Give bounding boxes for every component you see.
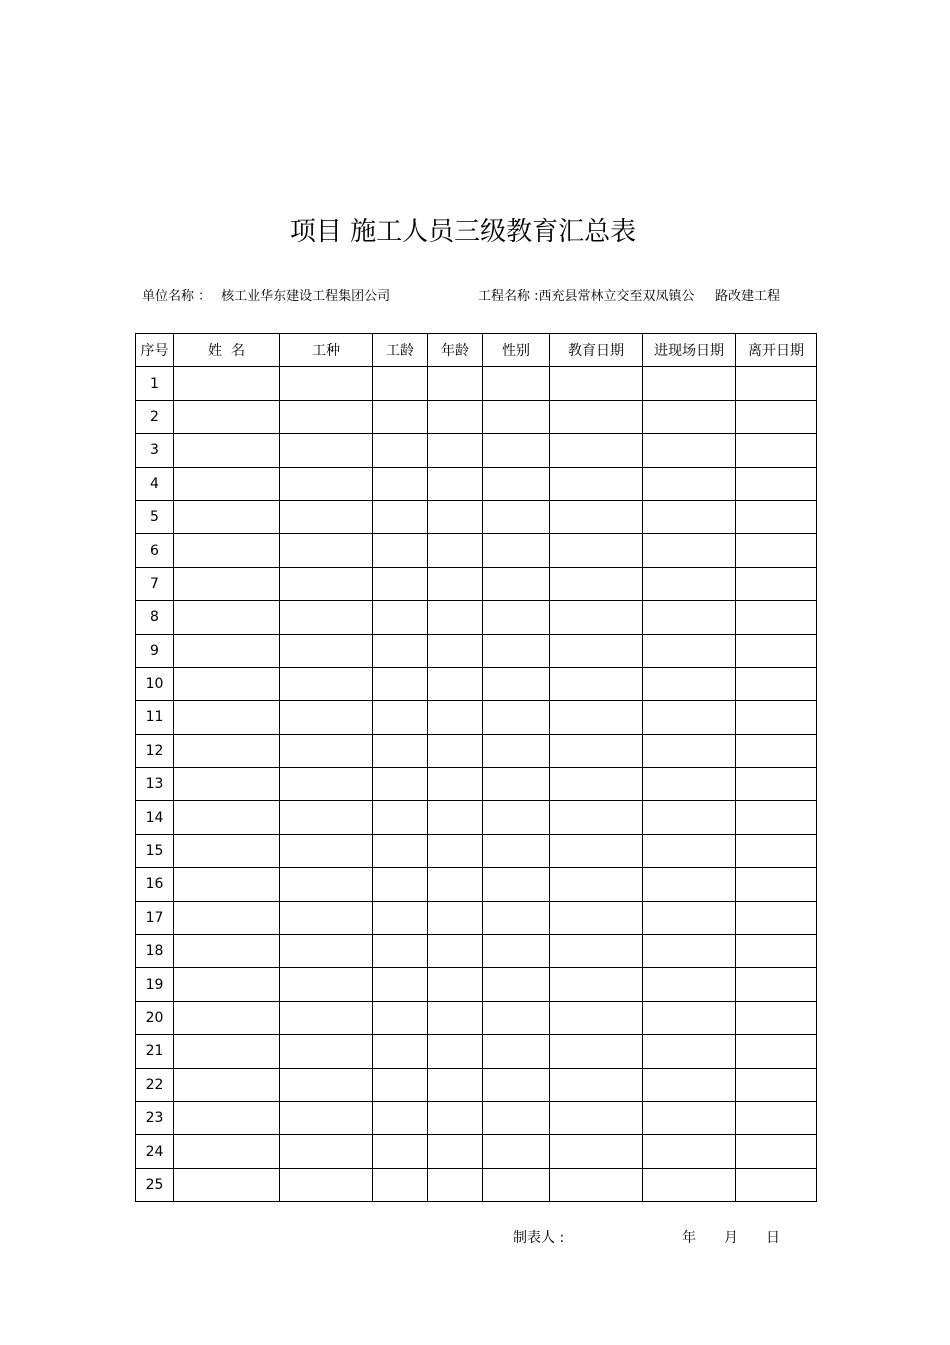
cell-age (428, 935, 483, 968)
cell-trade (280, 367, 373, 400)
cell-gender (483, 701, 550, 734)
cell-trade (280, 1168, 373, 1201)
cell-trade (280, 1101, 373, 1134)
cell-entry-date (643, 968, 736, 1001)
cell-work-years (373, 801, 428, 834)
row-index: 10 (136, 667, 174, 700)
cell-age (428, 968, 483, 1001)
cell-entry-date (643, 467, 736, 500)
cell-entry-date (643, 634, 736, 667)
row-index: 3 (136, 434, 174, 467)
cell-trade (280, 500, 373, 533)
cell-education-date (550, 1068, 643, 1101)
cell-trade (280, 801, 373, 834)
table-row (136, 834, 817, 867)
cell-leave-date (736, 434, 817, 467)
row-index: 5 (136, 500, 174, 533)
table-row (136, 868, 817, 901)
cell-leave-date (736, 901, 817, 934)
row-index: 12 (136, 734, 174, 767)
header-work-years: 工龄 (373, 334, 428, 367)
cell-name (174, 567, 280, 600)
cell-work-years (373, 534, 428, 567)
cell-work-years (373, 968, 428, 1001)
cell-education-date (550, 1135, 643, 1168)
cell-age (428, 1001, 483, 1034)
cell-entry-date (643, 500, 736, 533)
cell-trade (280, 901, 373, 934)
cell-work-years (373, 500, 428, 533)
table-row (136, 968, 817, 1001)
table-row (136, 601, 817, 634)
cell-trade (280, 534, 373, 567)
cell-education-date (550, 834, 643, 867)
cell-gender (483, 467, 550, 500)
cell-name (174, 667, 280, 700)
cell-work-years (373, 935, 428, 968)
cell-education-date (550, 1101, 643, 1134)
cell-leave-date (736, 534, 817, 567)
cell-entry-date (643, 701, 736, 734)
cell-age (428, 467, 483, 500)
table-row (136, 1101, 817, 1134)
row-index: 2 (136, 400, 174, 433)
cell-leave-date (736, 968, 817, 1001)
header-row (136, 334, 817, 367)
row-index: 6 (136, 534, 174, 567)
cell-trade (280, 601, 373, 634)
row-index: 11 (136, 701, 174, 734)
cell-gender (483, 634, 550, 667)
table-row (136, 901, 817, 934)
day-label: 日 (766, 1230, 780, 1246)
cell-gender (483, 1068, 550, 1101)
cell-name (174, 1135, 280, 1168)
table-row (136, 1035, 817, 1068)
cell-trade (280, 834, 373, 867)
row-index: 13 (136, 768, 174, 801)
cell-entry-date (643, 567, 736, 600)
cell-entry-date (643, 1135, 736, 1168)
cell-gender (483, 534, 550, 567)
row-index: 16 (136, 868, 174, 901)
cell-name (174, 1035, 280, 1068)
cell-leave-date (736, 367, 817, 400)
table-row (136, 1135, 817, 1168)
cell-age (428, 634, 483, 667)
cell-trade (280, 701, 373, 734)
project-label: 工程名称 : (478, 289, 539, 304)
table-row (136, 935, 817, 968)
cell-entry-date (643, 935, 736, 968)
cell-trade (280, 467, 373, 500)
cell-work-years (373, 1101, 428, 1134)
cell-trade (280, 434, 373, 467)
cell-name (174, 901, 280, 934)
header-gender: 性别 (483, 334, 550, 367)
cell-trade (280, 1001, 373, 1034)
cell-education-date (550, 901, 643, 934)
row-index: 23 (136, 1101, 174, 1134)
table-row (136, 768, 817, 801)
cell-entry-date (643, 834, 736, 867)
cell-gender (483, 601, 550, 634)
cell-name (174, 1068, 280, 1101)
cell-gender (483, 667, 550, 700)
cell-education-date (550, 935, 643, 968)
cell-gender (483, 1101, 550, 1134)
unit-value: 核工业华东建设工程集团公司 (221, 289, 391, 304)
cell-age (428, 1068, 483, 1101)
table-row (136, 667, 817, 700)
cell-trade (280, 968, 373, 1001)
row-index: 24 (136, 1135, 174, 1168)
cell-work-years (373, 634, 428, 667)
cell-name (174, 1101, 280, 1134)
unit-info (142, 287, 390, 307)
table-row (136, 500, 817, 533)
cell-education-date (550, 1035, 643, 1068)
cell-age (428, 601, 483, 634)
year-label: 年 (682, 1230, 696, 1246)
cell-trade (280, 935, 373, 968)
cell-entry-date (643, 367, 736, 400)
cell-gender (483, 367, 550, 400)
cell-work-years (373, 400, 428, 433)
table-row (136, 1001, 817, 1034)
row-index: 21 (136, 1035, 174, 1068)
cell-name (174, 634, 280, 667)
header-index: 序号 (136, 334, 174, 367)
row-index: 18 (136, 935, 174, 968)
cell-work-years (373, 1068, 428, 1101)
table-row (136, 634, 817, 667)
cell-leave-date (736, 601, 817, 634)
cell-work-years (373, 1001, 428, 1034)
cell-name (174, 868, 280, 901)
cell-name (174, 834, 280, 867)
cell-education-date (550, 500, 643, 533)
row-index: 15 (136, 834, 174, 867)
cell-age (428, 1168, 483, 1201)
cell-trade (280, 400, 373, 433)
cell-education-date (550, 868, 643, 901)
cell-gender (483, 1035, 550, 1068)
cell-leave-date (736, 467, 817, 500)
cell-leave-date (736, 1135, 817, 1168)
cell-name (174, 400, 280, 433)
cell-leave-date (736, 1001, 817, 1034)
table-row (136, 367, 817, 400)
cell-gender (483, 1168, 550, 1201)
row-index: 20 (136, 1001, 174, 1034)
cell-entry-date (643, 1168, 736, 1201)
cell-education-date (550, 1001, 643, 1034)
cell-name (174, 534, 280, 567)
cell-gender (483, 400, 550, 433)
cell-work-years (373, 701, 428, 734)
cell-age (428, 367, 483, 400)
cell-entry-date (643, 434, 736, 467)
cell-age (428, 1101, 483, 1134)
cell-name (174, 367, 280, 400)
cell-entry-date (643, 667, 736, 700)
cell-education-date (550, 968, 643, 1001)
header-education-date: 教育日期 (550, 334, 643, 367)
cell-name (174, 500, 280, 533)
cell-entry-date (643, 400, 736, 433)
cell-age (428, 734, 483, 767)
month-label: 月 (724, 1230, 738, 1246)
maker-label: 制表人 : (513, 1230, 565, 1246)
cell-entry-date (643, 768, 736, 801)
cell-leave-date (736, 701, 817, 734)
cell-work-years (373, 367, 428, 400)
cell-work-years (373, 768, 428, 801)
cell-age (428, 534, 483, 567)
cell-name (174, 467, 280, 500)
cell-leave-date (736, 868, 817, 901)
cell-leave-date (736, 1101, 817, 1134)
cell-age (428, 768, 483, 801)
cell-leave-date (736, 801, 817, 834)
cell-name (174, 935, 280, 968)
table-row (136, 1168, 817, 1201)
cell-work-years (373, 1035, 428, 1068)
cell-name (174, 968, 280, 1001)
cell-gender (483, 1001, 550, 1034)
project-value: 西充县常林立交至双凤镇公 路改建工程 (538, 289, 781, 304)
cell-education-date (550, 734, 643, 767)
cell-age (428, 901, 483, 934)
header-entry-date: 进现场日期 (643, 334, 736, 367)
cell-gender (483, 1135, 550, 1168)
cell-gender (483, 768, 550, 801)
cell-leave-date (736, 935, 817, 968)
cell-education-date (550, 434, 643, 467)
cell-education-date (550, 768, 643, 801)
cell-age (428, 834, 483, 867)
cell-trade (280, 634, 373, 667)
cell-work-years (373, 567, 428, 600)
table-row (136, 467, 817, 500)
cell-gender (483, 868, 550, 901)
cell-work-years (373, 467, 428, 500)
cell-trade (280, 1135, 373, 1168)
document-title: 项目 施工人员三级教育汇总表 (289, 217, 637, 247)
cell-age (428, 701, 483, 734)
cell-education-date (550, 667, 643, 700)
cell-education-date (550, 801, 643, 834)
cell-name (174, 434, 280, 467)
cell-leave-date (736, 834, 817, 867)
cell-age (428, 1035, 483, 1068)
cell-work-years (373, 734, 428, 767)
table-row (136, 734, 817, 767)
cell-age (428, 801, 483, 834)
cell-entry-date (643, 601, 736, 634)
cell-gender (483, 567, 550, 600)
cell-education-date (550, 701, 643, 734)
table-row (136, 1068, 817, 1101)
cell-leave-date (736, 567, 817, 600)
cell-name (174, 1168, 280, 1201)
cell-trade (280, 868, 373, 901)
table-row (136, 801, 817, 834)
table-row (136, 434, 817, 467)
cell-leave-date (736, 634, 817, 667)
cell-entry-date (643, 734, 736, 767)
cell-education-date (550, 634, 643, 667)
cell-gender (483, 935, 550, 968)
cell-age (428, 567, 483, 600)
header-trade: 工种 (280, 334, 373, 367)
cell-age (428, 868, 483, 901)
cell-age (428, 667, 483, 700)
cell-education-date (550, 367, 643, 400)
cell-age (428, 434, 483, 467)
cell-education-date (550, 1168, 643, 1201)
cell-name (174, 1001, 280, 1034)
cell-work-years (373, 1135, 428, 1168)
header-name: 姓 名 (174, 334, 280, 367)
cell-work-years (373, 868, 428, 901)
cell-entry-date (643, 1101, 736, 1134)
cell-gender (483, 834, 550, 867)
cell-education-date (550, 400, 643, 433)
cell-education-date (550, 467, 643, 500)
cell-leave-date (736, 1035, 817, 1068)
row-index: 19 (136, 968, 174, 1001)
table-row (136, 400, 817, 433)
row-index: 9 (136, 634, 174, 667)
cell-trade (280, 667, 373, 700)
cell-name (174, 801, 280, 834)
cell-leave-date (736, 768, 817, 801)
cell-entry-date (643, 801, 736, 834)
cell-age (428, 1135, 483, 1168)
cell-name (174, 768, 280, 801)
cell-trade (280, 768, 373, 801)
roster-body (136, 367, 817, 1202)
cell-work-years (373, 901, 428, 934)
row-index: 4 (136, 467, 174, 500)
cell-entry-date (643, 868, 736, 901)
cell-name (174, 734, 280, 767)
project-info (478, 287, 780, 307)
row-index: 22 (136, 1068, 174, 1101)
cell-education-date (550, 534, 643, 567)
cell-gender (483, 500, 550, 533)
cell-leave-date (736, 400, 817, 433)
cell-work-years (373, 667, 428, 700)
cell-trade (280, 734, 373, 767)
cell-trade (280, 567, 373, 600)
cell-name (174, 701, 280, 734)
cell-name (174, 601, 280, 634)
cell-entry-date (643, 1068, 736, 1101)
row-index: 25 (136, 1168, 174, 1201)
unit-label: 单位名称 ： (142, 289, 212, 304)
education-roster-table (135, 333, 817, 1202)
table-row (136, 567, 817, 600)
cell-leave-date (736, 1168, 817, 1201)
header-leave-date: 离开日期 (736, 334, 817, 367)
cell-entry-date (643, 1001, 736, 1034)
cell-gender (483, 901, 550, 934)
cell-work-years (373, 601, 428, 634)
row-index: 1 (136, 367, 174, 400)
cell-age (428, 500, 483, 533)
cell-age (428, 400, 483, 433)
row-index: 7 (136, 567, 174, 600)
cell-work-years (373, 834, 428, 867)
cell-entry-date (643, 534, 736, 567)
table-row (136, 701, 817, 734)
cell-leave-date (736, 734, 817, 767)
cell-work-years (373, 1168, 428, 1201)
cell-education-date (550, 567, 643, 600)
cell-gender (483, 434, 550, 467)
cell-entry-date (643, 1035, 736, 1068)
cell-gender (483, 734, 550, 767)
cell-gender (483, 968, 550, 1001)
cell-gender (483, 801, 550, 834)
row-index: 14 (136, 801, 174, 834)
cell-work-years (373, 434, 428, 467)
table-row (136, 534, 817, 567)
cell-entry-date (643, 901, 736, 934)
cell-trade (280, 1035, 373, 1068)
cell-education-date (550, 601, 643, 634)
row-index: 8 (136, 601, 174, 634)
cell-leave-date (736, 667, 817, 700)
cell-leave-date (736, 500, 817, 533)
header-age: 年龄 (428, 334, 483, 367)
cell-trade (280, 1068, 373, 1101)
cell-leave-date (736, 1068, 817, 1101)
row-index: 17 (136, 901, 174, 934)
